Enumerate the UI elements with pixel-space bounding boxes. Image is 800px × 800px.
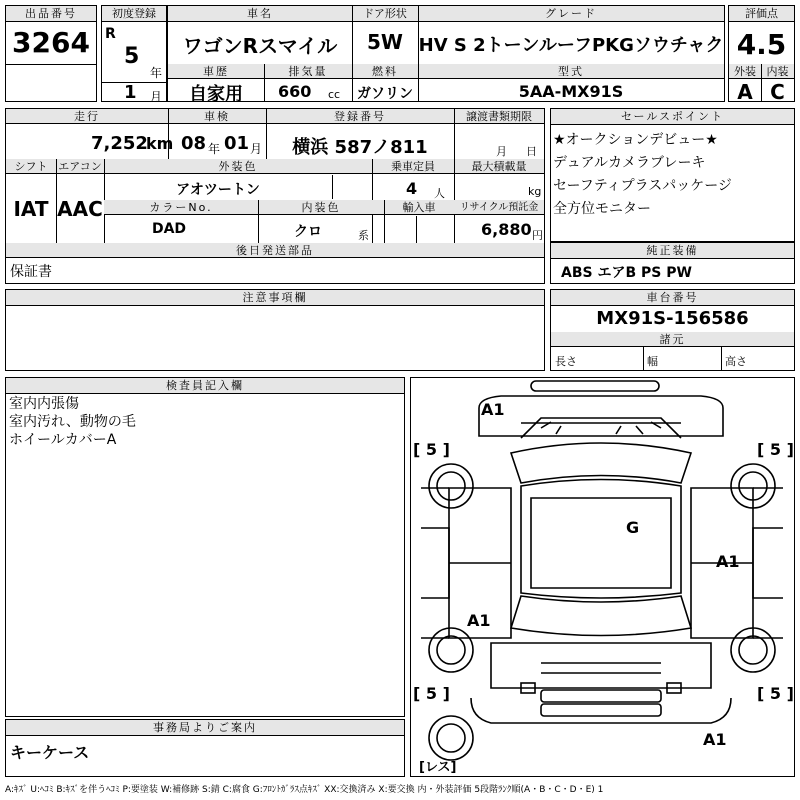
later-parts-value: 保証書 bbox=[10, 264, 52, 280]
details-box bbox=[5, 108, 545, 284]
tire-tread-rl: [ 5 ] bbox=[413, 684, 450, 703]
mileage: 7,252 bbox=[91, 133, 148, 154]
office-label: 事務局よりご案内 bbox=[6, 720, 404, 736]
damage-mark-roof: G bbox=[626, 518, 640, 537]
office-box bbox=[5, 719, 405, 777]
legend: A:ｷｽﾞ U:ﾍｺﾐ B:ｷｽﾞを伴うﾍｺﾐ P:要塗装 W:補修跡 S:錆 C:腐食 G:ﾌﾛﾝﾄｶﾞﾗｽ点ｷｽﾞ XX:交換済み X:要交換 内・外装評価 5段階ﾗﾝｸ順(A・B・C・D・E) 1 bbox=[5, 785, 604, 795]
reg-year-unit: 年 bbox=[150, 66, 163, 80]
fuel-label: 燃料 bbox=[372, 65, 398, 78]
exterior-label: 外装 bbox=[734, 65, 756, 78]
score: 4.5 bbox=[736, 28, 787, 61]
ac: AAC bbox=[57, 197, 103, 221]
registration-number: 横浜 587ノ811 bbox=[292, 137, 428, 158]
lot-label: 出品番号 bbox=[6, 6, 96, 22]
lot-number: 3264 bbox=[12, 26, 90, 59]
inspection-label: 車検 bbox=[204, 110, 230, 123]
equipment-value: ABS エアB PS PW bbox=[561, 265, 692, 281]
height-label: 高さ bbox=[725, 355, 747, 368]
load-label: 最大積載量 bbox=[471, 160, 527, 173]
grade: HV S 2トーンルーフPKGソウチャク bbox=[418, 35, 724, 56]
transfer-day-unit: 日 bbox=[526, 145, 537, 158]
shift: IAT bbox=[13, 197, 49, 221]
damage-mark-front: A1 bbox=[481, 400, 505, 419]
later-parts-label: 後日発送部品 bbox=[236, 244, 314, 257]
sales-point-item: 全方位モニター bbox=[553, 201, 651, 217]
displacement-label: 排気量 bbox=[288, 65, 328, 78]
grade-label: グレード bbox=[545, 7, 597, 20]
interior-score: C bbox=[770, 80, 785, 104]
score-label: 評価点 bbox=[729, 6, 794, 22]
transfer-label: 譲渡書類期限 bbox=[466, 110, 532, 123]
reg-month: 1 bbox=[124, 82, 137, 103]
score-box bbox=[728, 5, 795, 102]
notes-label: 注意事項欄 bbox=[6, 290, 544, 306]
interior-color: クロ bbox=[294, 224, 322, 240]
capacity-label: 乗車定員 bbox=[391, 160, 435, 173]
damage-mark-rear: A1 bbox=[703, 730, 727, 749]
sales-point-item: ★オークションデビュー★ bbox=[553, 132, 718, 148]
chassis-box bbox=[550, 289, 795, 371]
sales-points-list bbox=[553, 129, 732, 221]
lot-box bbox=[5, 5, 97, 102]
displacement-unit: cc bbox=[328, 88, 341, 101]
chassis-number: MX91S-156586 bbox=[596, 308, 749, 329]
door-label: ドア形状 bbox=[363, 7, 407, 20]
damage-mark-left: A1 bbox=[467, 611, 491, 630]
car-outline-svg bbox=[411, 378, 794, 776]
tire-tread-fr: [ 5 ] bbox=[757, 440, 794, 459]
inspection-year: 08 bbox=[181, 133, 207, 154]
chassis-label: 車台番号 bbox=[551, 290, 794, 306]
reg-month-unit: 月 bbox=[150, 90, 163, 104]
vehicle-info-box bbox=[167, 5, 725, 105]
tire-tread-rr: [ 5 ] bbox=[757, 684, 794, 703]
door-type: 5W bbox=[367, 30, 403, 54]
history: 自家用 bbox=[189, 84, 243, 105]
inspector-line: ホイールカバーA bbox=[9, 432, 117, 448]
ac-label: エアコン bbox=[58, 160, 102, 173]
model-code: 5AA-MX91S bbox=[518, 82, 624, 101]
reg-year: 5 bbox=[124, 44, 140, 69]
spare-tire-status: [レス] bbox=[419, 760, 457, 775]
interior-label: 内装 bbox=[766, 65, 789, 78]
load-unit: kg bbox=[528, 185, 542, 198]
sales-point-item: セーフティプラスパッケージ bbox=[553, 178, 732, 194]
exterior-color: アオツートン bbox=[176, 182, 260, 198]
inspection-month: 01 bbox=[224, 133, 250, 154]
transfer-month-unit: 月 bbox=[496, 145, 507, 158]
sales-points-label: セールスポイント bbox=[551, 109, 794, 125]
inspector-line: 室内内張傷 bbox=[9, 396, 79, 412]
color-label: 外装色 bbox=[218, 160, 258, 173]
inspector-notes bbox=[9, 395, 136, 449]
length-label: 長さ bbox=[555, 355, 577, 368]
spec-label: 諸元 bbox=[659, 333, 686, 346]
inspection-month-unit: 月 bbox=[250, 142, 263, 156]
car-diagram bbox=[410, 377, 795, 777]
era: R bbox=[105, 26, 116, 42]
tire-tread-fl: [ 5 ] bbox=[413, 440, 450, 459]
width-label: 幅 bbox=[647, 355, 658, 368]
car-name: ワゴンRスマイル bbox=[182, 34, 338, 58]
inspection-year-unit: 年 bbox=[208, 142, 221, 156]
interior-color-unit: 系 bbox=[358, 229, 369, 242]
color-number: DAD bbox=[151, 221, 187, 237]
mileage-label: 走行 bbox=[74, 110, 100, 123]
int-color-label: 内装色 bbox=[301, 201, 341, 214]
damage-mark-right: A1 bbox=[716, 552, 740, 571]
car-name-label: 車名 bbox=[247, 7, 273, 20]
sales-point-item: デュアルカメラブレーキ bbox=[553, 155, 706, 171]
mileage-unit: km bbox=[146, 134, 174, 153]
recycle-label: リサイクル預託金 bbox=[459, 202, 539, 213]
first-registration-box bbox=[101, 5, 167, 102]
first-reg-label: 初度登録 bbox=[102, 6, 166, 22]
capacity: 4 bbox=[406, 179, 418, 198]
recycle-fee: 6,880 bbox=[481, 220, 532, 239]
notes-box bbox=[5, 289, 545, 371]
color-no-label: カラーNo. bbox=[149, 201, 213, 214]
inspector-box bbox=[5, 377, 405, 717]
model-label: 型式 bbox=[558, 65, 584, 78]
import-label: 輸入車 bbox=[402, 201, 436, 214]
shift-label: シフト bbox=[14, 160, 48, 173]
inspector-label: 検査員記入欄 bbox=[6, 378, 404, 394]
history-label: 車歴 bbox=[203, 65, 229, 78]
equipment-label: 純正装備 bbox=[551, 243, 794, 259]
exterior-score: A bbox=[737, 80, 753, 104]
displacement: 660 bbox=[278, 82, 312, 101]
recycle-unit: 円 bbox=[532, 229, 543, 242]
sales-points-box bbox=[550, 108, 795, 242]
reg-number-label: 登録番号 bbox=[334, 110, 386, 123]
fuel: ガソリン bbox=[357, 86, 413, 102]
capacity-unit: 人 bbox=[434, 187, 445, 200]
office-value: キーケース bbox=[10, 743, 90, 762]
equipment-box bbox=[550, 242, 795, 284]
inspector-line: 室内汚れ、動物の毛 bbox=[9, 414, 136, 430]
